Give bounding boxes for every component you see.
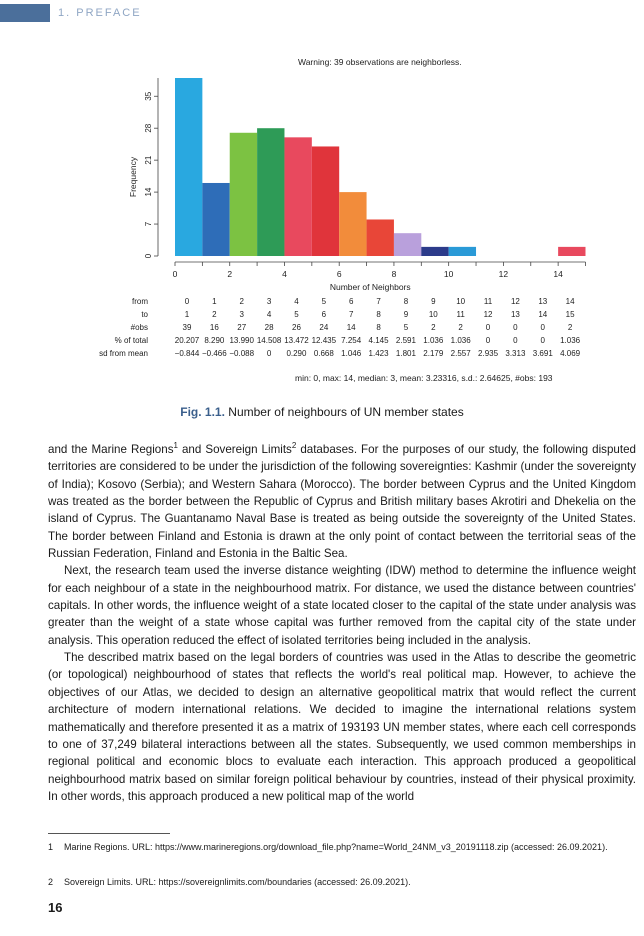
table-cell: 1.423 [368, 349, 389, 358]
y-tick-label: 0 [144, 253, 153, 259]
table-cell: 1.046 [341, 349, 362, 358]
histogram-bar [312, 146, 339, 256]
y-tick-label: 35 [144, 91, 153, 101]
table-cell: 9 [431, 297, 436, 306]
table-cell: 2 [431, 323, 436, 332]
table-cell: 0 [540, 336, 545, 345]
table-cell: 0 [485, 323, 491, 332]
table-cell: 4 [294, 297, 299, 306]
table-cell: 12 [510, 297, 520, 306]
table-cell: 8 [376, 310, 381, 319]
table-cell: 0 [184, 297, 190, 306]
table-cell: 5 [321, 297, 327, 306]
table-cell: 12 [483, 310, 493, 319]
table-cell: 4 [266, 310, 272, 319]
chart-warning: Warning: 39 observations are neighborless. [298, 57, 462, 67]
table-cell: 26 [292, 323, 301, 332]
x-tick-label: 8 [391, 269, 397, 279]
paragraph-3: The described matrix based on the legal borders of countries was used in the Atlas to describe the geometric (or topological) neighbourhood of states that reflects the world's real political map. However, to achieve the objectives of our Atlas, we decided to design an alternative geopolitical matrix that would reflect the current architecture of modern international relations. We decided to imagine the international relations system mathematically and therefore presented it as a matrix of 193193 UN member states, where each cell corresponds to one of 37,249 bilateral interactions between all the states. Subsequently, we used common memberships in regional political and economic blocs to evaluate each interaction. This approach produced a geopolitical neighbourhood matrix based on similar foreign political behaviour by countries, instead of their physical proximity. In other words, this approach produced a new political map of the world [48, 651, 636, 803]
table-cell: 11 [456, 310, 465, 319]
from-row-label: from [132, 297, 148, 306]
table-cell: 1.801 [395, 349, 416, 358]
histogram-bar [230, 133, 257, 256]
table-cell: 15 [565, 310, 575, 319]
table-cell: 2.557 [450, 349, 471, 358]
footnote-ref-1[interactable]: 1 [173, 441, 178, 451]
footnote-divider [48, 833, 170, 834]
table-cell: 10 [456, 297, 466, 306]
table-cell: 39 [182, 323, 192, 332]
x-tick-label: 10 [443, 269, 454, 279]
table-cell: 7.254 [341, 336, 362, 345]
table-cell: 8 [376, 323, 381, 332]
body-text [48, 441, 636, 805]
table-cell: 5 [294, 310, 299, 319]
figure-label: Fig. 1.1. [180, 405, 225, 419]
sd-row-label: sd from mean [99, 349, 148, 358]
x-tick-label: 14 [553, 269, 563, 279]
histogram-bar [367, 219, 394, 256]
table-cell: 4.069 [560, 349, 581, 358]
table-cell: −0.466 [202, 349, 227, 358]
table-cell: 0 [513, 323, 518, 332]
histogram-bar [257, 128, 284, 256]
table-cell: −0.088 [229, 349, 255, 358]
to-row-label: to [141, 310, 148, 319]
table-cell: 2 [458, 323, 463, 332]
footnote-1 [48, 841, 633, 854]
table-cell: 14 [346, 323, 356, 332]
paragraph-2: Next, the research team used the inverse distance weighting (IDW) method to determine the influence weight for each neighbour of a state in the neighbourhood matrix. For distance, we used the distance between countries' capitals. In other words, the influence weight of a state located closer to the capital of the state under analysis was greater than the weight of a state whose capital was further removed from the capital city of the state under analysis. This operation reduced the effect of isolated territories being included in the analysis. [48, 564, 636, 647]
table-cell: 13.472 [284, 336, 309, 345]
table-cell: 12.435 [311, 336, 337, 345]
y-tick-label: 14 [144, 187, 153, 197]
x-axis-label: Number of Neighbors [329, 282, 411, 292]
table-cell: 11 [483, 297, 493, 306]
histogram-bar [284, 137, 311, 256]
x-tick-label: 0 [172, 269, 178, 279]
table-cell: 3.313 [505, 349, 526, 358]
table-cell: 1.036 [423, 336, 444, 345]
paragraph-1-part-c: databases. For the purposes of our study, the following disputed territories are considered to be under the jurisdiction of the following sovereignties: Kashmir (under the sovereignty of India); Kosovo (Serbia); and Western Sahara (Morocco). The border between Cyprus and the United Kingdom was treated as the border between the Republic of Cyprus and British military bases Akrotiri and Dhekelia on the island of Cyprus. The Guantanamo Naval Base is treated as being outside the sovereignty of the United States. The border between Finland and Estonia is drawn at the only point of contact between the territorial seas of the Russian Federation, Finland and Estonia in the Baltic Sea. [48, 443, 636, 561]
frequency-table [0, 297, 644, 377]
figure-caption-text: Number of neighbours of UN member states [224, 405, 464, 419]
table-cell: 2.935 [478, 349, 499, 358]
table-cell: −0.844 [174, 349, 200, 358]
histogram-bar [449, 247, 476, 256]
y-tick-label: 28 [144, 123, 153, 133]
footnote-1-number: 1 [48, 842, 54, 852]
table-cell: 28 [264, 323, 274, 332]
footnote-1-text: Marine Regions. URL: https://www.marineregions.org/download_file.php?name=World_24NM_v3_20191118.zip (accessed: 26.09.2021). [64, 842, 608, 852]
histogram-bar [175, 78, 202, 256]
y-tick-label: 7 [144, 221, 153, 227]
table-cell: 0 [513, 336, 518, 345]
x-tick-label: 4 [282, 269, 287, 279]
table-cell: 0.668 [313, 349, 334, 358]
x-tick-label: 2 [227, 269, 233, 279]
table-cell: 0 [540, 323, 545, 332]
table-cell: 3 [266, 297, 272, 306]
histogram-chart [0, 0, 644, 300]
histogram-bar [394, 233, 421, 256]
table-cell: 2.179 [423, 349, 444, 358]
y-tick-label: 21 [144, 155, 153, 165]
paragraph-1 [48, 441, 636, 562]
paragraph-1-part-b: and Sovereign Limits [177, 443, 292, 456]
table-cell: 14.508 [256, 336, 282, 345]
table-cell: 10 [428, 310, 438, 319]
table-cell: 7 [376, 297, 381, 306]
footnote-2-number: 2 [48, 877, 54, 887]
table-cell: 1 [184, 310, 190, 319]
table-cell: 9 [403, 310, 409, 319]
x-tick-label: 6 [336, 269, 342, 279]
table-cell: 2 [567, 323, 573, 332]
table-cell: 6 [348, 297, 354, 306]
footnote-ref-2[interactable]: 2 [291, 441, 297, 451]
paragraph-1-part-a: and the Marine Regions [48, 443, 174, 456]
table-cell: 7 [348, 310, 354, 319]
percent-row-label: % of total [114, 336, 148, 345]
table-cell: 8.290 [204, 336, 225, 345]
table-cell: 8 [403, 297, 409, 306]
table-cell: 3.691 [532, 349, 553, 358]
table-cell: 0 [266, 349, 272, 358]
table-cell: 24 [319, 323, 329, 332]
table-cell: 1.036 [560, 336, 581, 345]
chart-summary: min: 0, max: 14, median: 3, mean: 3.23316, s.d.: 2.64625, #obs: 193 [295, 373, 553, 383]
table-cell: 16 [209, 323, 219, 332]
obs-row-label: #obs [130, 323, 148, 332]
table-cell: 3 [239, 310, 244, 319]
table-cell: 13 [510, 310, 520, 319]
section-header: 1. PREFACE [58, 7, 142, 19]
histogram-bar [558, 247, 585, 256]
y-axis-label: Frequency [128, 156, 138, 198]
footnote-2-text: Sovereign Limits. URL: https://sovereignlimits.com/boundaries (accessed: 26.09.2021). [64, 877, 411, 887]
table-cell: 5 [403, 323, 409, 332]
table-cell: 2.591 [395, 336, 416, 345]
table-cell: 4.145 [368, 336, 389, 345]
table-cell: 27 [237, 323, 247, 332]
table-cell: 14 [538, 310, 548, 319]
table-cell: 2 [212, 310, 217, 319]
figure-caption [0, 405, 644, 419]
table-cell: 20.207 [174, 336, 200, 345]
table-cell: 14 [565, 297, 575, 306]
histogram-bar [421, 247, 448, 256]
table-cell: 13.990 [229, 336, 254, 345]
histogram-bar [202, 183, 229, 256]
table-cell: 0.290 [286, 349, 307, 358]
x-tick-label: 12 [498, 269, 509, 279]
table-cell: 1 [212, 297, 217, 306]
footnote-2 [48, 876, 633, 889]
table-cell: 6 [321, 310, 327, 319]
table-cell: 2 [239, 297, 244, 306]
table-cell: 1.036 [450, 336, 471, 345]
table-cell: 13 [538, 297, 548, 306]
table-cell: 0 [485, 336, 491, 345]
page-number: 16 [48, 900, 63, 915]
histogram-bar [339, 192, 366, 256]
